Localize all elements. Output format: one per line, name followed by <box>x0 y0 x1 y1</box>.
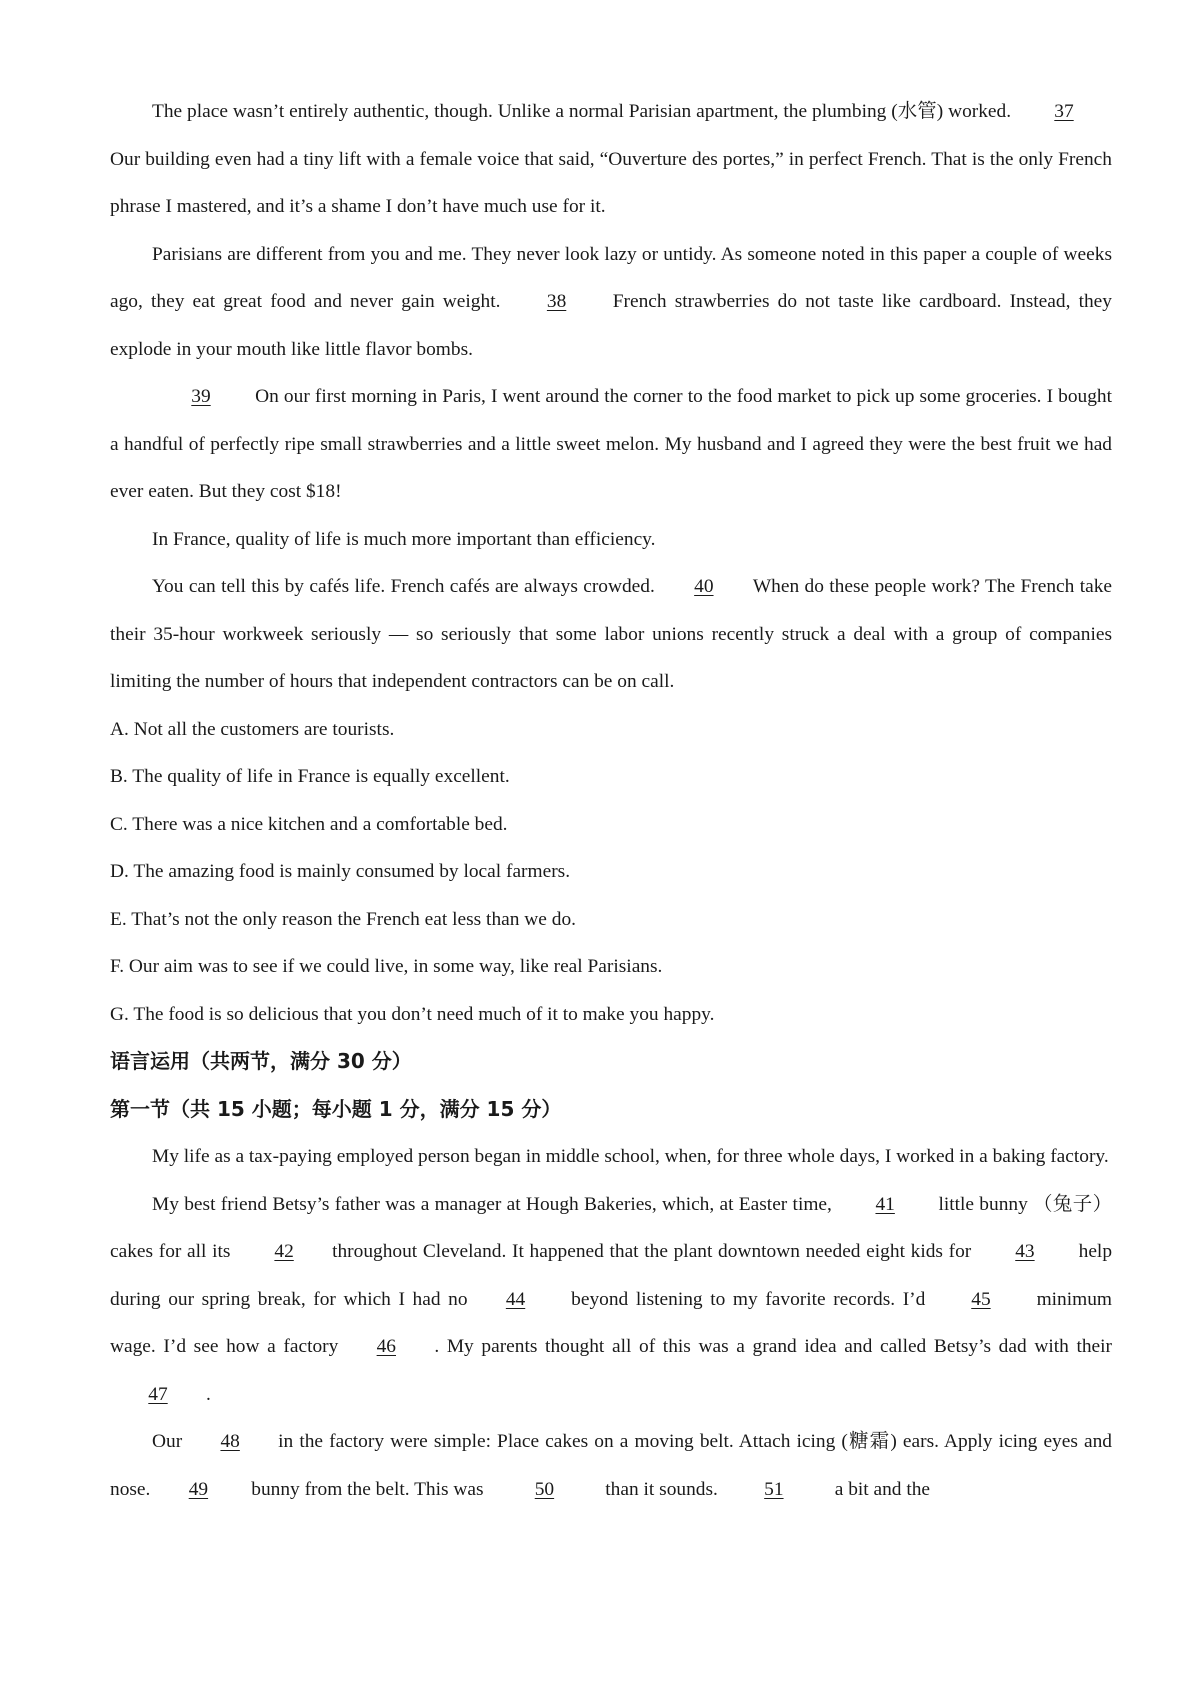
paragraph-text: minimum wage. I’d see how a factory <box>110 1288 1112 1357</box>
answer-blank: 45 <box>971 1288 991 1310</box>
paragraph: My life as a tax-paying employed person began in middle school, when, for three whole days, I worked in a baking factory. <box>152 1146 1109 1167</box>
answer-blank: 50 <box>534 1478 555 1500</box>
options-list <box>110 706 1112 1039</box>
option-f: F. Our aim was to see if we could live, in some way, like real Parisians. <box>110 956 663 977</box>
answer-blank: 51 <box>764 1478 784 1500</box>
paragraph-text: . My parents thought all of this was a grand idea and called Betsy’s dad with their <box>434 1336 1112 1357</box>
answer-blank: 42 <box>274 1241 294 1262</box>
paragraph-text: When do these people work? The French take their 35-hour workweek seriously — so seriously that some labor unions recently struck a deal with a group of companies limiting the number of hours that independent contractors can be on call. <box>110 576 1112 692</box>
paragraph <box>110 373 1112 516</box>
paragraph-text: Parisians are different from you and me. They never look lazy or untidy. As someone noted in this paper a couple of weeks ago, they eat great food and never gain weight. <box>110 243 1112 312</box>
paragraph <box>110 231 1112 374</box>
paragraph-text: a bit and the <box>834 1478 931 1500</box>
paragraph <box>110 1181 1112 1419</box>
part-heading: 语言运用（共两节，满分 30 分） <box>110 1049 412 1073</box>
paragraph-text: help during our spring break, for which I had no <box>110 1241 1113 1310</box>
section-heading: 第一节（共 15 小题；每小题 1 分，满分 15 分） <box>110 1096 562 1121</box>
paragraph-text: bunny from the belt. This was <box>251 1478 484 1500</box>
answer-blank: 37 <box>1054 101 1074 122</box>
option-e: E. That’s not the only reason the French eat less than we do. <box>110 908 576 930</box>
paragraph: In France, quality of life is much more important than efficiency. <box>152 528 656 550</box>
paragraph-text: Our <box>152 1431 183 1452</box>
paragraph-text: You can tell this by cafés life. French cafés are always crowded. <box>152 576 655 597</box>
paragraph-text: beyond listening to my favorite records. I’d <box>571 1288 926 1310</box>
paragraph-text: throughout Cleveland. It happened that the plant downtown needed eight kids for <box>332 1241 972 1262</box>
answer-blank: 48 <box>220 1431 240 1452</box>
answer-blank: 41 <box>875 1193 895 1215</box>
paragraph <box>110 1418 1112 1513</box>
paragraph-text: The place wasn’t entirely authentic, though. Unlike a normal Parisian apartment, the plumbing (水管) worked. <box>152 101 1012 122</box>
answer-blank: 39 <box>191 386 211 407</box>
option-g: G. The food is so delicious that you don’t need much of it to make you happy. <box>110 1003 715 1025</box>
answer-blank: 40 <box>694 576 714 597</box>
paragraph-text: in the factory were simple: Place cakes on a moving belt. Attach icing (糖霜) ears. Apply icing eyes and nose. <box>110 1431 1112 1500</box>
paragraph-text: . <box>206 1383 211 1405</box>
option-a: A. Not all the customers are tourists. <box>110 718 395 740</box>
paragraph-text: than it sounds. <box>605 1478 718 1500</box>
option-b: B. The quality of life in France is equally excellent. <box>110 766 510 787</box>
paragraph-text: Our building even had a tiny lift with a female voice that said, “Ouverture des portes,” in perfect French. That is the only French phrase I mastered, and it’s a shame I don’t have much use for it. <box>110 148 1112 217</box>
option-c: C. There was a nice kitchen and a comfortable bed. <box>110 813 508 835</box>
paragraph-text: On our first morning in Paris, I went around the corner to the food market to pick up some groceries. I bought a handful of perfectly ripe small strawberries and a little sweet melon. My husband and I agreed they were the best fruit we had ever eaten. But they cost $18! <box>110 386 1112 502</box>
paragraph <box>110 88 1112 231</box>
paragraph <box>110 563 1112 706</box>
answer-blank: 38 <box>546 291 567 312</box>
paragraph-text: French strawberries do not taste like cardboard. Instead, they explode in your mouth like little flavor bombs. <box>110 291 1112 360</box>
answer-blank: 49 <box>188 1478 209 1500</box>
answer-blank: 46 <box>376 1336 396 1357</box>
option-d: D. The amazing food is mainly consumed by local farmers. <box>110 861 571 882</box>
paragraph-text: My best friend Betsy’s father was a manager at Hough Bakeries, which, at Easter time, <box>152 1193 832 1215</box>
answer-blank: 47 <box>148 1383 168 1405</box>
answer-blank: 44 <box>505 1288 526 1310</box>
paragraph-text: little bunny （兔子） cakes for all its <box>110 1193 1112 1262</box>
answer-blank: 43 <box>1015 1241 1035 1262</box>
